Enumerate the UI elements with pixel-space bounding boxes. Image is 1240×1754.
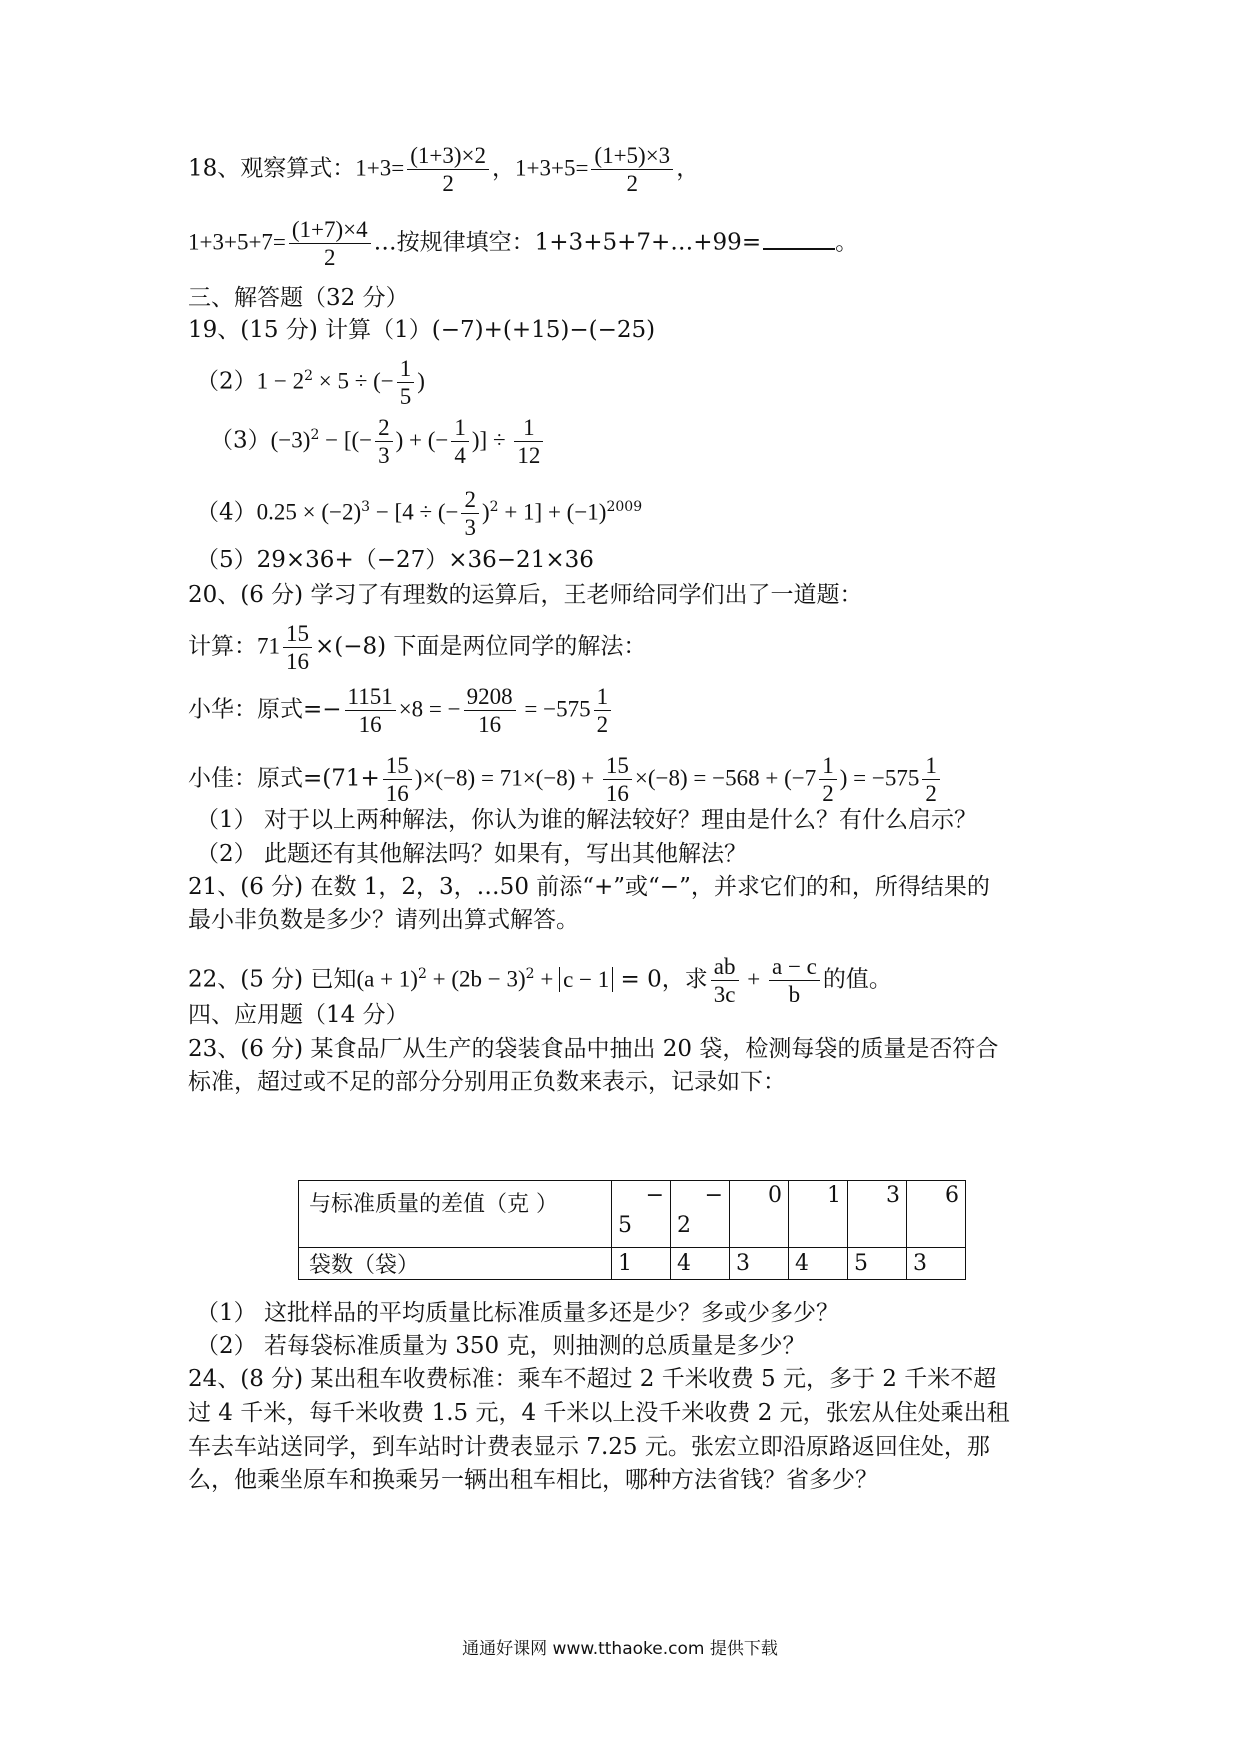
page-footer: 通通好课网 www.tthaoke.com 提供下载 bbox=[462, 1639, 778, 1659]
q20-xiaojia-result: ) = −575 bbox=[839, 765, 920, 791]
q19-part3-fraction1 bbox=[375, 414, 393, 469]
q20-xiaojia-f1-num: 15 bbox=[383, 752, 412, 780]
q19-part4-d: + 1] + (−1) bbox=[498, 499, 607, 525]
q22-absolute-value: c − 1 bbox=[559, 967, 613, 992]
q20-xiaojia-mid2: ×(−8) = −568 + (−7 bbox=[634, 765, 817, 791]
table-cell bbox=[848, 1181, 907, 1248]
q20-xiaohua-f2-num: 9208 bbox=[464, 683, 516, 711]
q20-calc bbox=[188, 620, 646, 675]
q19-part4-sup1: 3 bbox=[361, 498, 371, 515]
table-cell: 3 bbox=[907, 1248, 966, 1280]
q20-calc-whole: 71 bbox=[257, 633, 280, 659]
q22-expr-d: = 0，求 bbox=[613, 966, 708, 993]
q20-lead: 20、(6 分) 学习了有理数的运算后，王老师给同学们出了一道题： bbox=[188, 582, 863, 608]
q19-part3-d: )] ÷ bbox=[471, 427, 512, 453]
q24-line2: 过 4 千米，每千米收费 1.5 元，4 千米以上没千米收费 2 元，张宏从住处乘出租 bbox=[188, 1400, 1010, 1426]
q19-part3-c: ) + (− bbox=[395, 427, 449, 453]
q19-part2-label: （2） bbox=[196, 368, 257, 395]
q23-sub2: （2） 若每袋标准质量为 350 克，则抽测的总质量是多少？ bbox=[196, 1333, 806, 1359]
q19-part3-f1-den: 3 bbox=[378, 443, 390, 468]
q22-plus: + bbox=[741, 966, 766, 992]
q18-eq3-fraction bbox=[289, 216, 371, 271]
q19-part5: （5）29×36+（−27）×36−21×36 bbox=[196, 547, 594, 573]
q20-xiaojia-f4-num: 1 bbox=[922, 752, 940, 780]
q22-fraction2 bbox=[769, 953, 820, 1008]
table-cell bbox=[612, 1181, 671, 1248]
q18-eq1-den: 2 bbox=[442, 171, 454, 196]
q18-line1 bbox=[188, 142, 699, 197]
q19-part2-rest: × 5 ÷ (− bbox=[313, 368, 394, 394]
q18-line2 bbox=[188, 216, 858, 271]
q19-part3-f3-num: 1 bbox=[514, 414, 543, 442]
section3-title: 三、解答题（32 分） bbox=[188, 285, 409, 311]
q18-eq2-fraction bbox=[591, 142, 673, 197]
q20-sub2: （2） 此题还有其他解法吗？如果有，写出其他解法？ bbox=[196, 841, 747, 867]
q20-xiaojia-f4-den: 2 bbox=[925, 781, 937, 806]
table-cell: 4 bbox=[671, 1248, 730, 1280]
q22-fraction1 bbox=[711, 953, 739, 1008]
q21-line1: 21、(6 分) 在数 1，2，3，…50 前添“+”或“−”，并求它们的和，所得结果的 bbox=[188, 874, 990, 900]
q20-xiaohua-f3-den: 2 bbox=[596, 712, 609, 737]
table-cell bbox=[907, 1181, 966, 1248]
q22-f2-num: a − c bbox=[769, 953, 820, 981]
q18-eq1-fraction bbox=[407, 142, 489, 197]
q23-data-table bbox=[298, 1180, 966, 1280]
q18-sep2: ， bbox=[676, 155, 700, 182]
q22-expr-a: (a + 1) bbox=[356, 966, 418, 992]
q20-xiaojia-fraction2 bbox=[603, 752, 632, 807]
q19-part2 bbox=[196, 355, 425, 410]
q19-part3-f1-num: 2 bbox=[375, 414, 393, 442]
q18-lead: 18、观察算式： bbox=[188, 155, 356, 182]
q20-xiaohua-fraction3 bbox=[594, 683, 612, 738]
q18-eq2-lhs: 1+3+5= bbox=[515, 155, 589, 181]
table-cell bbox=[730, 1181, 789, 1248]
q19-part2-fraction bbox=[397, 355, 415, 410]
q24-line4: 么，他乘坐原车和换乘另一辆出租车相比，哪种方法省钱？省多少？ bbox=[188, 1467, 878, 1493]
diff-top: 3 bbox=[886, 1183, 900, 1208]
q18-tail: …按规律填空：1+3+5+7+…+99= bbox=[373, 229, 762, 256]
q18-eq1-num: (1+3)×2 bbox=[407, 142, 489, 170]
q19-part3-fraction3 bbox=[514, 414, 543, 469]
diff-top: 1 bbox=[827, 1183, 841, 1208]
q20-xiaojia-f3-den: 2 bbox=[822, 781, 834, 806]
q20-xiaohua-result: = −575 bbox=[518, 696, 591, 722]
q19-part3-f2-den: 4 bbox=[454, 443, 466, 468]
q19-part3-b: − [(− bbox=[319, 427, 373, 453]
diff-bottom: 2 bbox=[677, 1213, 691, 1238]
table-row2-header: 袋数（袋） bbox=[299, 1248, 612, 1280]
table-cell bbox=[671, 1181, 730, 1248]
q19-part3-fraction2 bbox=[451, 414, 469, 469]
diff-top: − bbox=[704, 1183, 723, 1208]
q18-eq3-lhs: 1+3+5+7= bbox=[188, 229, 286, 255]
q20-xiaojia-label: 小佳：原式=(71+ bbox=[188, 765, 380, 792]
q18-answer-blank bbox=[763, 228, 835, 250]
q22-lead: 22、(5 分) 已知 bbox=[188, 966, 357, 993]
q18-eq1-lhs: 1+3= bbox=[355, 155, 405, 181]
q23-line1: 23、(6 分) 某食品厂从生产的袋装食品中抽出 20 袋，检测每袋的质量是否符合 bbox=[188, 1036, 999, 1062]
q18-end: 。 bbox=[835, 229, 859, 256]
q20-xiaohua-f1-num: 1151 bbox=[345, 683, 396, 711]
q19-part3-f2-num: 1 bbox=[451, 414, 469, 442]
q19-part2-expr: 1 − 2 bbox=[256, 368, 305, 394]
q20-calc-num: 15 bbox=[283, 620, 312, 648]
q20-sub1: （1） 对于以上两种解法，你认为谁的解法较好？理由是什么？有什么启示？ bbox=[196, 807, 977, 833]
q23-line2: 标准，超过或不足的部分分别用正负数来表示，记录如下： bbox=[188, 1069, 786, 1095]
q18-eq3-num: (1+7)×4 bbox=[289, 216, 371, 244]
q19-part4-sup2: 2 bbox=[489, 498, 499, 515]
table-row1-header: 与标准质量的差值（克 ） bbox=[299, 1181, 612, 1248]
q18-sep1: ， bbox=[492, 155, 515, 182]
q20-calc-fraction bbox=[283, 620, 312, 675]
q22-expr-b: + (2b − 3) bbox=[426, 966, 526, 992]
q19-part2-den: 5 bbox=[399, 384, 412, 409]
q19-part4-c: ) bbox=[481, 499, 490, 525]
q20-xiaohua bbox=[188, 683, 614, 738]
q20-xiaojia-f1-den: 16 bbox=[385, 781, 409, 806]
section4-title: 四、应用题（14 分） bbox=[188, 1002, 409, 1028]
q22-f1-num: ab bbox=[711, 953, 739, 981]
q20-xiaojia-fraction4 bbox=[922, 752, 940, 807]
q24-line1: 24、(8 分) 某出租车收费标准：乘车不超过 2 千米收费 5 元，多于 2 千米不超 bbox=[188, 1366, 997, 1392]
q20-xiaohua-f3-num: 1 bbox=[594, 683, 612, 711]
q20-xiaojia-fraction1 bbox=[383, 752, 412, 807]
table-cell: 4 bbox=[789, 1248, 848, 1280]
table-cell: 5 bbox=[848, 1248, 907, 1280]
q18-eq2-num: (1+5)×3 bbox=[591, 142, 673, 170]
q20-xiaojia bbox=[188, 752, 943, 807]
q18-eq2-den: 2 bbox=[626, 171, 639, 196]
q20-xiaojia-f2-num: 15 bbox=[603, 752, 632, 780]
q19-part4-f-den: 3 bbox=[464, 515, 476, 540]
q21-line2: 最小非负数是多少？请列出算式解答。 bbox=[188, 907, 579, 933]
table-row bbox=[299, 1248, 966, 1280]
q20-calc-rest: ×(−8) 下面是两位同学的解法： bbox=[315, 633, 647, 660]
diff-top: − bbox=[645, 1183, 664, 1208]
q20-calc-den: 16 bbox=[286, 649, 309, 674]
q19-part4-label: （4） bbox=[196, 499, 257, 526]
diff-bottom: 5 bbox=[618, 1213, 632, 1238]
q19-part3-sup: 2 bbox=[310, 426, 320, 443]
q19-part3 bbox=[210, 414, 546, 469]
q19-part2-close: ) bbox=[417, 368, 425, 394]
q20-xiaojia-mid: )×(−8) = 71×(−8) + bbox=[414, 765, 600, 791]
q20-xiaohua-mid: ×8 = − bbox=[398, 696, 461, 722]
q19-part2-num: 1 bbox=[397, 355, 415, 383]
q19-part3-label: （3） bbox=[210, 427, 271, 454]
q20-xiaojia-f2-den: 16 bbox=[605, 781, 629, 806]
q19-lead: 19、(15 分) 计算（1）(−7)+(+15)−(−25) bbox=[188, 317, 656, 343]
q18-eq3-den: 2 bbox=[324, 245, 336, 270]
q20-xiaohua-fraction1 bbox=[345, 683, 396, 738]
q22-sup1: 2 bbox=[417, 965, 427, 982]
q20-xiaohua-f2-den: 16 bbox=[478, 712, 502, 737]
q19-part3-a: (−3) bbox=[270, 427, 311, 453]
q23-sub1: （1） 这批样品的平均质量比标准质量多还是少？多或少多少？ bbox=[196, 1300, 839, 1326]
q19-part2-sup: 2 bbox=[304, 367, 314, 384]
diff-top: 6 bbox=[945, 1183, 959, 1208]
table-cell: 1 bbox=[612, 1248, 671, 1280]
q19-part4-a: 0.25 × (−2) bbox=[256, 499, 362, 525]
q22-f1-den: 3c bbox=[713, 982, 736, 1007]
q20-calc-label: 计算： bbox=[188, 633, 257, 660]
q20-xiaojia-fraction3 bbox=[819, 752, 837, 807]
q20-xiaohua-f1-den: 16 bbox=[358, 712, 382, 737]
q19-part3-f3-den: 12 bbox=[517, 443, 541, 468]
q19-part4-fraction bbox=[461, 486, 479, 541]
q22-f2-den: b bbox=[788, 982, 801, 1007]
q19-part4-b: − [4 ÷ (− bbox=[370, 499, 459, 525]
q19-part4-f-num: 2 bbox=[461, 486, 479, 514]
q19-part4 bbox=[196, 486, 642, 541]
q22-sup2: 2 bbox=[525, 965, 535, 982]
q20-xiaohua-label: 小华：原式=− bbox=[188, 696, 342, 723]
q22-tail: 的值。 bbox=[822, 966, 892, 993]
q24-line3: 车去车站送同学，到车站时计费表显示 7.25 元。张宏立即沿原路返回住处，那 bbox=[188, 1434, 990, 1460]
q20-xiaohua-fraction2 bbox=[464, 683, 516, 738]
q19-part4-sup3: 2009 bbox=[606, 498, 643, 515]
table-cell: 3 bbox=[730, 1248, 789, 1280]
table-row bbox=[299, 1181, 966, 1248]
q20-xiaojia-f3-num: 1 bbox=[819, 752, 837, 780]
diff-top: 0 bbox=[768, 1183, 782, 1208]
q22-expr-c: + bbox=[534, 966, 560, 992]
table-cell bbox=[789, 1181, 848, 1248]
